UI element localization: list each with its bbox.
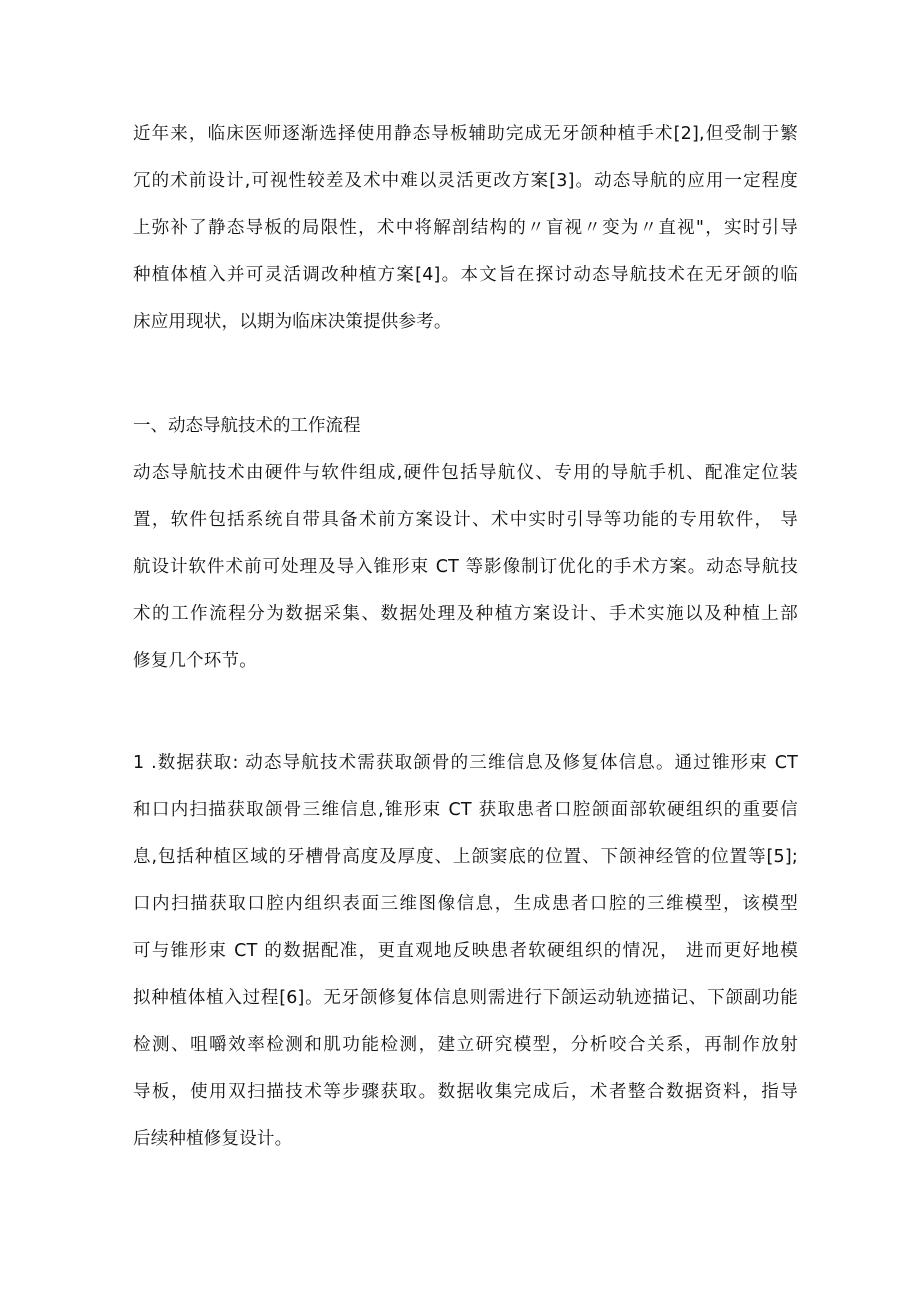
section-heading: 一、动态导航技术的工作流程	[133, 416, 361, 436]
section-1-line-5: 修复几个环节。	[133, 651, 257, 671]
subsection-1-line-7: 检测、咀嚼效率检测和肌功能检测，建立研究模型，分析咬合关系，再制作放射	[133, 1035, 798, 1055]
paragraph-1-line-1: 近年来，临床医师逐渐选择使用静态导板辅助完成无牙颌种植手术[2],但受制于繁	[133, 124, 798, 144]
subsection-1-line-3: 息,包括种植区域的牙槽骨高度及厚度、上颌窦底的位置、下颌神经管的位置等[5];	[133, 847, 798, 867]
section-1-line-4: 术的工作流程分为数据采集、数据处理及种植方案设计、手术实施以及种植上部	[133, 604, 798, 624]
paragraph-1-line-2: 冗的术前设计,可视性较差及术中难以灵活更改方案[3]。动态导航的应用一定程度	[133, 171, 798, 191]
paragraph-1-line-4: 种植体植入并可灵活调改种植方案[4]。本文旨在探讨动态导航技术在无牙颌的临	[133, 265, 798, 285]
subsection-1-line-6: 拟种植体植入过程[6]。无牙颌修复体信息则需进行下颌运动轨迹描记、下颌副功能	[133, 988, 798, 1008]
subsection-1-line-4: 口内扫描获取口腔内组织表面三维图像信息，生成患者口腔的三维模型，该模型	[133, 894, 798, 914]
section-1-line-1: 动态导航技术由硬件与软件组成,硬件包括导航仪、专用的导航手机、配准定位装	[133, 463, 798, 483]
section-1-line-3: 航设计软件术前可处理及导入锥形束 CT 等影像制订优化的手术方案。动态导航技	[133, 557, 798, 577]
subsection-1-line-5: 可与锥形束 CT 的数据配准，更直观地反映患者软硬组织的情况， 进而更好地模	[133, 941, 798, 961]
paragraph-1-line-3: 上弥补了静态导板的局限性，术中将解剖结构的〃盲视〃变为〃直视"，实时引导	[133, 218, 798, 238]
paragraph-1-line-5: 床应用现状，以期为临床决策提供参考。	[133, 312, 452, 332]
subsection-1-line-1: 1 .数据获取: 动态导航技术需获取颌骨的三维信息及修复体信息。通过锥形束 CT	[133, 753, 798, 773]
subsection-1-line-9: 后续种植修复设计。	[133, 1129, 293, 1149]
section-1-line-2: 置，软件包括系统自带具备术前方案设计、术中实时引导等功能的专用软件， 导	[133, 510, 798, 530]
subsection-1-line-8: 导板，使用双扫描技术等步骤获取。数据收集完成后，术者整合数据资料，指导	[133, 1082, 798, 1102]
subsection-1-line-2: 和口内扫描获取颌骨三维信息,锥形束 CT 获取患者口腔颌面部软硬组织的重要信	[133, 800, 798, 820]
